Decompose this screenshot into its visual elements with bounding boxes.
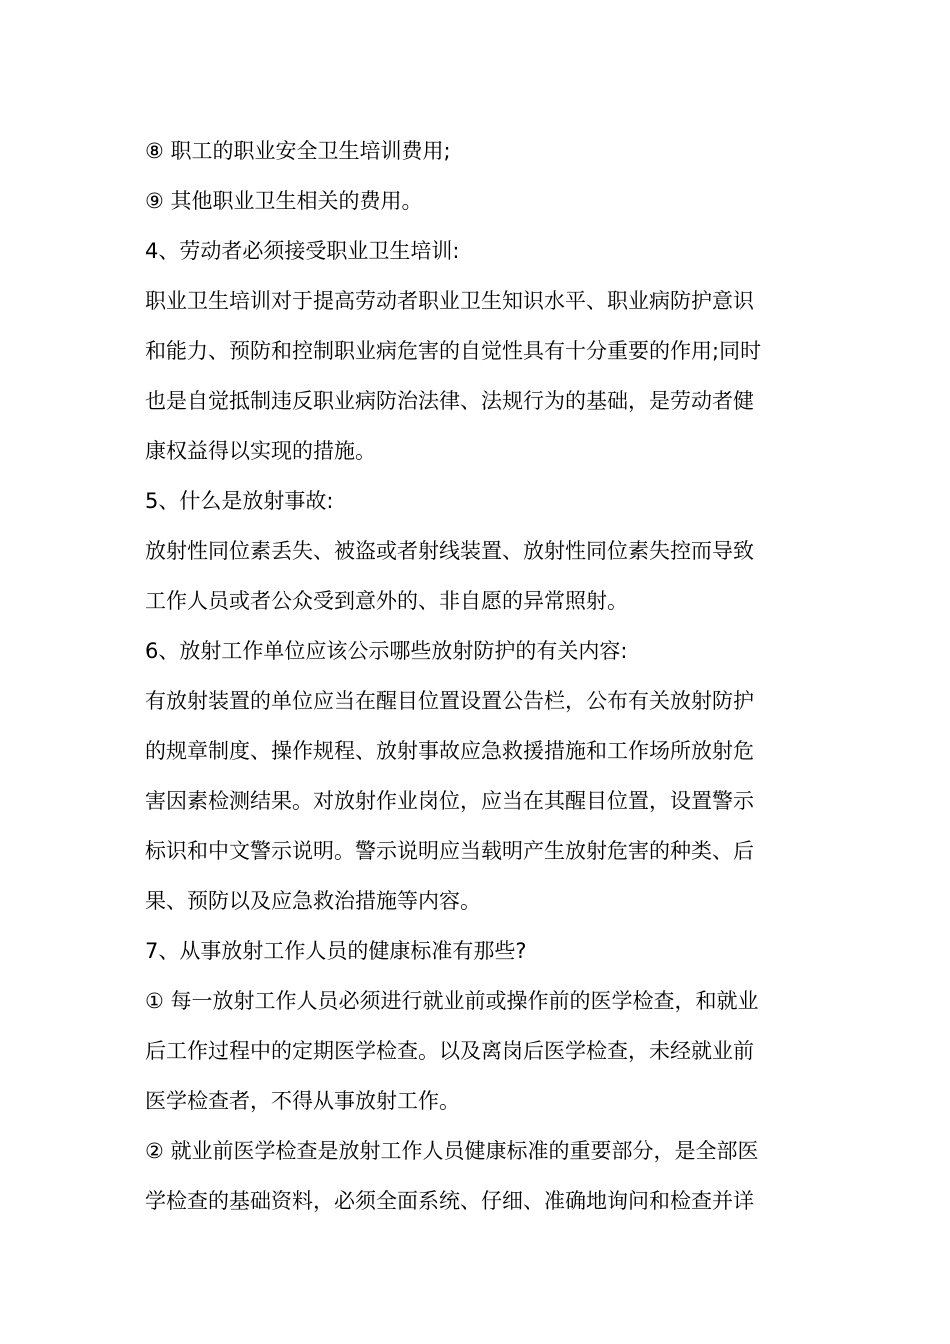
section-heading-6: 6、放射工作单位应该公示哪些放射防护的有关内容: — [145, 639, 628, 663]
document-body — [145, 126, 817, 1226]
list-item-line: ② 就业前医学检查是放射工作人员健康标准的重要部分，是全部医 — [145, 1139, 759, 1163]
text-line-item-8: ⑧ 职工的职业安全卫生培训费用; — [145, 139, 451, 163]
list-item-line: 医学检查者，不得从事放射工作。 — [145, 1089, 460, 1113]
list-item-line: 后工作过程中的定期医学检查。以及离岗后医学检查，未经就业前 — [145, 1039, 754, 1063]
paragraph-line: 也是自觉抵制违反职业病防治法律、法规行为的基础，是劳动者健 — [145, 389, 754, 413]
paragraph-line: 工作人员或者公众受到意外的、非自愿的异常照射。 — [145, 589, 628, 613]
paragraph-line: 的规章制度、操作规程、放射事故应急救援措施和工作场所放射危 — [145, 739, 754, 763]
section-heading-4: 4、劳动者必须接受职业卫生培训: — [145, 239, 460, 263]
text-line-item-9: ⑨ 其他职业卫生相关的费用。 — [145, 189, 423, 213]
paragraph-line: 放射性同位素丢失、被盗或者射线装置、放射性同位素失控而导致 — [145, 539, 754, 563]
paragraph-line: 和能力、预防和控制职业病危害的自觉性具有十分重要的作用;同时 — [145, 339, 762, 363]
paragraph-line: 职业卫生培训对于提高劳动者职业卫生知识水平、职业病防护意识 — [145, 289, 754, 313]
paragraph-line: 果、预防以及应急救治措施等内容。 — [145, 889, 481, 913]
list-item-line: ① 每一放射工作人员必须进行就业前或操作前的医学检查，和就业 — [145, 989, 759, 1013]
section-heading-7: 7、从事放射工作人员的健康标准有那些? — [145, 939, 527, 963]
paragraph-line: 害因素检测结果。对放射作业岗位，应当在其醒目位置，设置警示 — [145, 789, 754, 813]
paragraph-line: 标识和中文警示说明。警示说明应当载明产生放射危害的种类、后 — [145, 839, 754, 863]
paragraph-line: 康权益得以实现的措施。 — [145, 439, 376, 463]
paragraph-line: 有放射装置的单位应当在醒目位置设置公告栏，公布有关放射防护 — [145, 689, 754, 713]
list-item-line: 学检查的基础资料，必须全面系统、仔细、准确地询问和检查并详 — [145, 1189, 754, 1213]
section-heading-5: 5、什么是放射事故: — [145, 489, 334, 513]
